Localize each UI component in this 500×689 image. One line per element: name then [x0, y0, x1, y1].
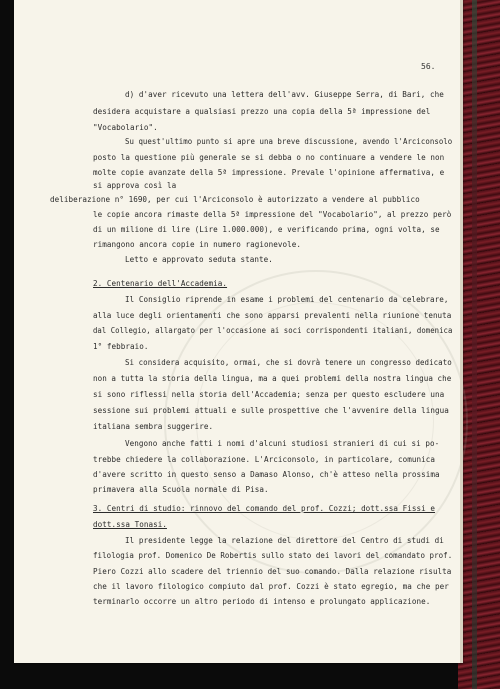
text-line: primavera alla Scuola normale di Pisa. — [93, 485, 269, 494]
text-line: posto la questione più generale se si debba o no continuare a vendere le non — [93, 153, 445, 162]
text-line: deliberazione n° 1690, per cui l'Arciconsolo è autorizzato a vendere al pubblico — [50, 195, 420, 204]
text-line: molte copie avanzate della 5ª impressione. Prevale l'opinione affermativa, e — [93, 168, 445, 177]
text-line: 2. Centenario dell'Accademia. — [93, 279, 228, 288]
text-line: 3. Centri di studio: rinnovo del comando del prof. Cozzi; dott.ssa Fissi e — [93, 504, 436, 513]
text-line: Su quest'ultimo punto si apre una breve discussione, avendo l'Arciconsolo — [125, 137, 453, 146]
text-line: Vengono anche fatti i nomi d'alcuni studiosi stranieri di cui si po- — [125, 439, 440, 448]
text-line: si sono riflessi nella storia dell'Accademia; senza per questo escludere una — [93, 390, 445, 399]
text-line: dal Collegio, allargato per l'occasione ai soci corrispondenti italiani, domenica — [93, 326, 453, 335]
text-line: filologia prof. Domenico De Robertis sullo stato dei lavori del comandato prof. — [93, 551, 453, 560]
page-edge — [460, 0, 463, 663]
text-line: 1° febbraio. — [93, 342, 149, 351]
binding-spine-highlight — [472, 0, 477, 689]
text-line: Il presidente legge la relazione del direttore del Centro di studi di — [125, 536, 444, 545]
text-line: rimangono ancora copie in numero ragionevole. — [93, 240, 301, 249]
text-line: desidera acquistare a qualsiasi prezzo una copia della 5ª impressione del — [93, 107, 431, 116]
text-line: che il lavoro filologico compiuto dal prof. Cozzi è stato egregio, ma che per — [93, 582, 449, 591]
text-line: Piero Cozzi allo scadere del triennio del suo comando. Dalla relazione risulta — [93, 567, 452, 576]
text-line: dott.ssa Tonasi. — [93, 520, 167, 529]
text-line: alla luce degli orientamenti che sono apparsi prevalenti nella riunione tenuta — [93, 311, 452, 320]
text-line: di un milione di lire (Lire 1.000.000), e verificando prima, ogni volta, se — [93, 225, 440, 234]
text-line: "Vocabolario". — [93, 123, 158, 132]
text-line: le copie ancora rimaste della 5ª impressione del "Vocabolario", al prezzo però — [93, 210, 452, 219]
text-line: si approva così la — [93, 181, 177, 190]
text-line: italiana sembra suggerire. — [93, 422, 214, 431]
text-line: d) d'aver ricevuto una lettera dell'avv. Giuseppe Serra, di Bari, che — [125, 90, 444, 99]
text-line: terminarlo occorre un altro periodo di intenso e prolungato applicazione. — [93, 597, 431, 606]
text-line: Si considera acquisito, ormai, che si dovrà tenere un congresso dedicato — [125, 358, 452, 367]
text-line: sessione sui problemi attuali e sulle prospettive che l'avvenire della lingua — [93, 406, 449, 415]
text-line: Il Consiglio riprende in esame i problemi del centenario da celebrare, — [125, 295, 449, 304]
page-number: 56. — [421, 62, 436, 71]
text-line: Letto e approvato seduta stante. — [125, 255, 273, 264]
text-line: non a tutta la storia della lingua, ma a quei problemi della nostra lingua che — [93, 374, 452, 383]
text-line: trebbe chiedere la collaborazione. L'Arciconsolo, in particolare, comunica — [93, 455, 436, 464]
text-line: d'avere scritto in questo senso a Damaso Alonso, ch'è atteso nella prossima — [93, 470, 440, 479]
binding-spine — [458, 0, 500, 689]
